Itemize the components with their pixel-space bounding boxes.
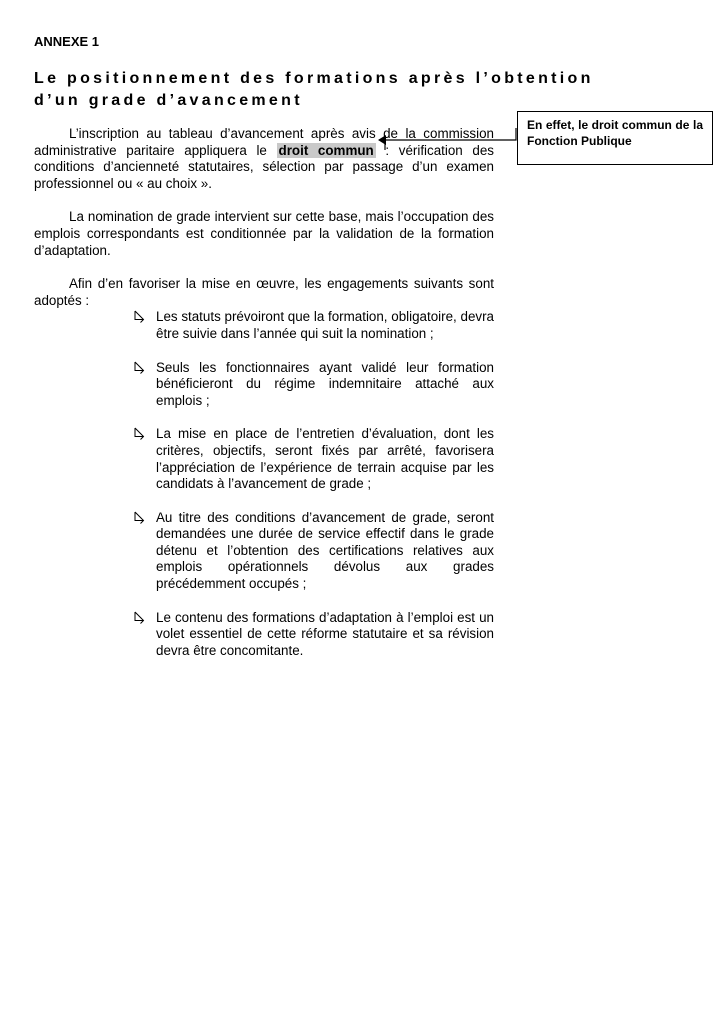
annex-label: ANNEXE 1 <box>34 34 100 49</box>
hollow-check-arrow-icon <box>132 611 146 625</box>
list-item <box>130 360 494 410</box>
list-item <box>130 510 494 593</box>
paragraph-inscription-start: L’inscription au tableau d’avancement après avis de la commission administrative paritaire appliquera le <box>34 126 494 158</box>
list-item <box>130 610 494 660</box>
list-item-text: Seuls les fonctionnaires ayant validé leur formation bénéficieront du régime indemnitaire attaché aux emplois ; <box>156 359 494 408</box>
highlight-droit-commun: droit commun <box>278 142 374 158</box>
paragraph-nomination: La nomination de grade intervient sur cette base, mais l’occupation des emplois correspondants est conditionnée par la validation de la formation d’adaptation. <box>34 209 494 258</box>
hollow-check-arrow-icon <box>132 361 146 375</box>
body-text <box>34 126 494 676</box>
list-item-text: Les statuts prévoiront que la formation, obligatoire, devra être suivie dans l’année qui suit la nomination ; <box>156 309 494 341</box>
hollow-check-arrow-icon <box>132 310 146 324</box>
page-title: Le positionnement des formations après l’obtention d’un grade d’avancement <box>34 70 594 109</box>
hollow-check-arrow-icon <box>132 427 146 441</box>
sidebar-note-text: En effet, le droit commun de la Fonction Publique <box>527 118 703 148</box>
list-item-text: La mise en place de l’entretien d’évaluation, dont les critères, objectifs, seront fixés par arrêté, favorisera l’appréciation de l’expérience de terrain acquise par les candidats à l’avancement de grade ; <box>156 426 494 492</box>
list-item <box>130 426 494 492</box>
engagements-list <box>34 309 494 659</box>
paragraph-inscription <box>34 126 494 192</box>
hollow-check-arrow-icon <box>132 511 146 525</box>
paragraph-inscription-end: : vérification des conditions d’ancienneté statutaires, sélection par passage d’un examen professionnel ou « au choix ». <box>34 142 494 191</box>
sidebar-note <box>517 111 713 165</box>
list-item <box>130 309 494 342</box>
list-item-text: Le contenu des formations d’adaptation à l’emploi est un volet essentiel de cette réforme statutaire et sa révision devra être concomitante. <box>156 609 494 658</box>
paragraph-engagements: Afin d’en favoriser la mise en œuvre, les engagements suivants sont adoptés : <box>34 276 494 308</box>
list-item-text: Au titre des conditions d’avancement de grade, seront demandées une durée de service effectif dans le grade détenu et l’obtention des certifications relatives aux emplois opérationnels dévolus aux grades précédemment occupés ; <box>156 509 494 592</box>
